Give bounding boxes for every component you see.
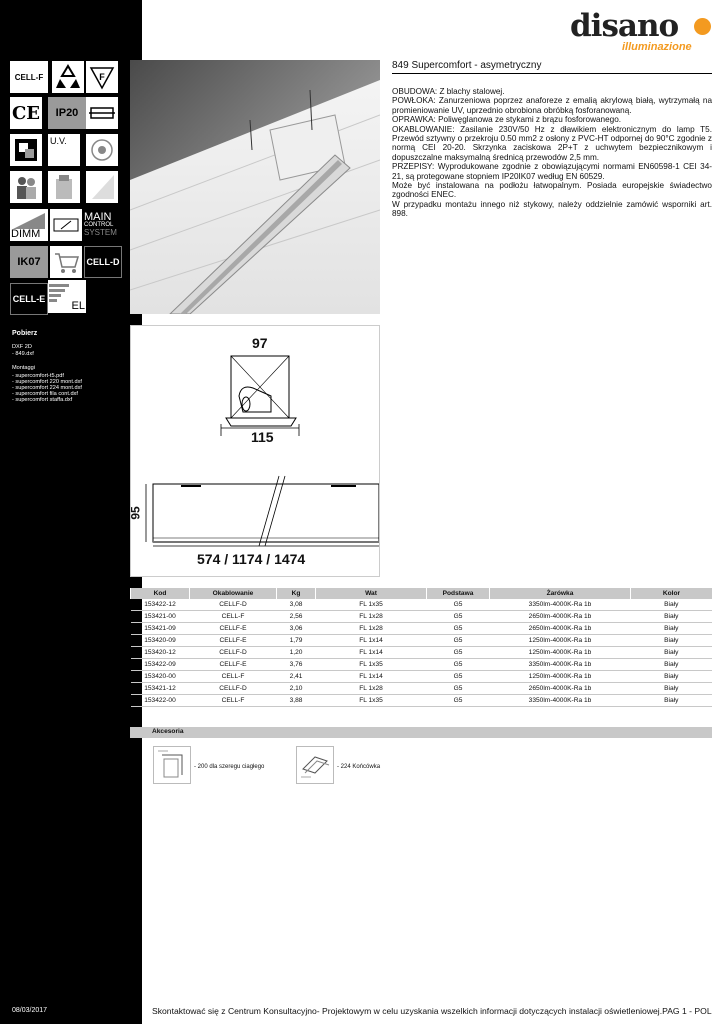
cell-f-label: CELL-F <box>14 72 44 82</box>
table-cell: FL 1x14 <box>316 635 427 647</box>
table-cell: G5 <box>427 647 490 659</box>
el-icon <box>48 280 86 313</box>
dim-bottom-width: 115 <box>251 429 274 445</box>
dim-top-width: 97 <box>252 335 268 351</box>
table-cell: 3,08 <box>277 599 316 611</box>
header-zarowka: Żarówka <box>490 588 631 599</box>
cell-f-badge <box>10 61 48 93</box>
product-title: 849 Supercomfort - asymetryczny <box>392 60 542 71</box>
table-row <box>131 635 713 647</box>
table-cell: 153421-12 <box>131 683 190 695</box>
table-cell: G5 <box>427 635 490 647</box>
table-cell: FL 1x35 <box>316 695 427 707</box>
ip-label: IP20 <box>55 107 79 119</box>
table-cell: FL 1x28 <box>316 683 427 695</box>
table-cell: 2,41 <box>277 671 316 683</box>
table-cell: G5 <box>427 659 490 671</box>
table-cell: G5 <box>427 695 490 707</box>
table-header-row <box>131 588 713 599</box>
header-kod: Kod <box>131 588 190 599</box>
people-icon <box>10 171 42 203</box>
accessories-title: Akcesoria <box>152 728 184 735</box>
control-label: CONTROL <box>84 222 114 228</box>
header-podstawa: Podstawa <box>427 588 490 599</box>
f-mark-label: F <box>99 72 105 82</box>
fuse-icon <box>86 97 118 129</box>
cell-d-badge <box>84 246 122 278</box>
uv-icon <box>48 134 80 166</box>
table-cell: FL 1x14 <box>316 647 427 659</box>
beam-icon <box>86 171 118 203</box>
table-cell: 3,76 <box>277 659 316 671</box>
print-date: 08/03/2017 <box>12 1007 48 1014</box>
accessories-header <box>130 727 712 738</box>
table-cell: Biały <box>631 611 713 623</box>
montaggi-link-1[interactable]: - supercomfort-t5.pdf <box>12 373 64 379</box>
table-cell: 153421-00 <box>131 611 190 623</box>
table-cell: Biały <box>631 695 713 707</box>
header-okablowanie: Okablowanie <box>190 588 277 599</box>
product-photo <box>130 60 380 314</box>
product-variants-table <box>130 588 712 707</box>
table-row <box>131 611 713 623</box>
desc-brackets: W przypadku montażu innego niż stykowy, należy oddzielnie zamówić wsporniki art. 898. <box>392 199 712 219</box>
table-row <box>131 647 713 659</box>
accessory-224-label: - 224 Końcówka <box>337 764 381 770</box>
cell-d-label: CELL-D <box>86 257 120 267</box>
accessory-224-image[interactable] <box>296 746 334 784</box>
table-cell: CELL-F <box>190 695 277 707</box>
table-cell: 3,88 <box>277 695 316 707</box>
montaggi-link-3[interactable]: - supercomfort 224 mont.dxf <box>12 385 82 391</box>
table-cell: 153422-00 <box>131 695 190 707</box>
table-cell: FL 1x28 <box>316 611 427 623</box>
dxf-link-2[interactable]: - 849.dxf <box>12 351 34 357</box>
dxf-link-1[interactable]: DXF 2D <box>12 344 32 350</box>
table-cell: 3350lm-4000K-Ra 1b <box>490 599 631 611</box>
table-cell: 1250lm-4000K-Ra 1b <box>490 647 631 659</box>
product-description <box>392 87 712 219</box>
table-cell: 1,20 <box>277 647 316 659</box>
table-cell: FL 1x28 <box>316 623 427 635</box>
ik-label: IK07 <box>17 256 41 268</box>
table-cell: 153420-00 <box>131 671 190 683</box>
temperature-icon <box>86 134 118 166</box>
recycle-icon <box>52 61 84 93</box>
table-cell: 2,10 <box>277 683 316 695</box>
download-title: Pobierz <box>12 330 38 337</box>
table-cell: FL 1x35 <box>316 659 427 671</box>
header-wat: Wat <box>316 588 427 599</box>
main-control-system-icon <box>84 209 122 241</box>
table-cell: 3350lm-4000K-Ra 1b <box>490 659 631 671</box>
montaggi-link-5[interactable]: - supercomfort staffa.dxf <box>12 397 73 403</box>
table-cell: 153422-09 <box>131 659 190 671</box>
accessory-200-image[interactable] <box>153 746 191 784</box>
table-cell: Biały <box>631 599 713 611</box>
table-cell: 1250lm-4000K-Ra 1b <box>490 635 631 647</box>
desc-installation: Może być instalowana na podłożu łatwopalnym. Posiada europejskie świadectwo zgodności ENEC. <box>392 181 712 200</box>
montaggi-title: Montaggi <box>12 365 36 371</box>
cell-e-label: CELL-E <box>12 294 46 304</box>
table-cell: CELLF-D <box>190 647 277 659</box>
desc-coating: POWŁOKA: Zanurzeniowa poprzez anaforeze z emalią akrylową białą, wytrzymałą na promieniowanie UV, uprzednio obrobiona obróbką fosforanowaną. <box>392 96 712 115</box>
table-cell: FL 1x14 <box>316 671 427 683</box>
dimm-icon <box>10 209 48 241</box>
table-cell: CELLF-D <box>190 683 277 695</box>
shopping-cart-icon <box>50 246 82 278</box>
uv-label: U.V. <box>50 136 67 146</box>
table-cell: 2,56 <box>277 611 316 623</box>
table-cell: 3,06 <box>277 623 316 635</box>
dim-lengths: 574 / 1174 / 1474 <box>197 551 306 567</box>
logo-dot-icon <box>694 18 711 35</box>
table-cell: 2650lm-4000K-Ra 1b <box>490 683 631 695</box>
table-cell: 2650lm-4000K-Ra 1b <box>490 623 631 635</box>
table-cell: 153420-09 <box>131 635 190 647</box>
disano-logo <box>570 10 712 54</box>
table-cell: 1,79 <box>277 635 316 647</box>
table-cell: G5 <box>427 623 490 635</box>
dimm-label: DIMM <box>11 228 41 240</box>
desc-housing: OBUDOWA: Z blachy stalowej. <box>392 87 505 96</box>
table-row <box>131 623 713 635</box>
system-label: SYSTEM <box>84 228 117 237</box>
table-cell: 153421-09 <box>131 623 190 635</box>
table-cell: Biały <box>631 635 713 647</box>
table-row <box>131 671 713 683</box>
ip20-icon <box>48 97 86 129</box>
table-cell: FL 1x35 <box>316 599 427 611</box>
table-row <box>131 695 713 707</box>
table-cell: Biały <box>631 659 713 671</box>
table-cell: CELLF-E <box>190 623 277 635</box>
table-cell: Biały <box>631 671 713 683</box>
header-kg: Kg <box>277 588 316 599</box>
el-label: EL <box>71 300 85 312</box>
ce-label: CE <box>11 102 41 124</box>
table-cell: Biały <box>631 683 713 695</box>
table-cell: 2650lm-4000K-Ra 1b <box>490 611 631 623</box>
table-cell: CELL-F <box>190 671 277 683</box>
main-label: MAIN <box>84 211 112 223</box>
table-row <box>131 683 713 695</box>
wardrobe-icon <box>48 171 80 203</box>
title-divider <box>392 73 712 74</box>
footer-contact-note: Skontaktować się z Centrum Konsultacyjno- Projektowym w celu uzyskania wszelkich informacji dotyczących instalacji oświetleniowej.PAG 1 - POL <box>152 1006 712 1016</box>
table-cell: CELL-F <box>190 611 277 623</box>
ik07-icon <box>10 246 48 278</box>
table-row <box>131 599 713 611</box>
accessory-200-label: - 200 dla szeregu ciagłego <box>194 764 265 770</box>
dim-height: 95 <box>128 506 143 520</box>
table-cell: CELLF-E <box>190 659 277 671</box>
desc-standards: PRZEPISY: Wyprodukowane zgodnie z obowiązującymi normami EN60598-1 CEI 34-21, są protegowane stopniem IP20IK07 według EN 60529. <box>392 162 712 181</box>
lamp-icon <box>50 209 82 241</box>
technical-drawing <box>130 325 380 577</box>
ce-icon <box>10 97 42 129</box>
sidebar <box>0 0 142 1024</box>
table-cell: G5 <box>427 683 490 695</box>
header-kolor: Kolor <box>631 588 713 599</box>
table-cell: G5 <box>427 599 490 611</box>
table-cell: 1250lm-4000K-Ra 1b <box>490 671 631 683</box>
desc-wiring: OKABLOWANIE: Zasilanie 230V/50 Hz z dławikiem elektronicznym do lamp T5. Przewód sztywny o przekroju 0.50 mm2 z osłony z PVC-HT odpornej do 90°C zgodnie z normą CEI 20-20. Skrzynka zaciskowa 2P+T z uchwytem bezpiecznikowym i dopuszczalne maksymalną średnicą przewodów 2,5 mm. <box>392 124 712 162</box>
table-cell: Biały <box>631 647 713 659</box>
table-cell: CELLF-E <box>190 635 277 647</box>
cell-e-badge <box>10 283 48 315</box>
table-cell: 153422-12 <box>131 599 190 611</box>
montaggi-link-2[interactable]: - supercomfort 220 mont.dxf <box>12 379 82 385</box>
table-cell: Biały <box>631 623 713 635</box>
f-mark-icon <box>86 61 118 93</box>
table-cell: G5 <box>427 671 490 683</box>
table-cell: G5 <box>427 611 490 623</box>
desc-lampholder: OPRAWKA: Poliwęglanowa ze stykami z brązu fosforowanego. <box>392 115 622 125</box>
table-cell: 3350lm-4000K-Ra 1b <box>490 695 631 707</box>
logo-subtitle: illuminazione <box>622 41 692 53</box>
table-row <box>131 659 713 671</box>
logo-wordmark: disano <box>570 8 679 44</box>
enec-icon <box>10 134 42 166</box>
table-cell: 153420-12 <box>131 647 190 659</box>
table-cell: CELLF-D <box>190 599 277 611</box>
montaggi-link-4[interactable]: - supercomfort fila cont.dxf <box>12 391 78 397</box>
